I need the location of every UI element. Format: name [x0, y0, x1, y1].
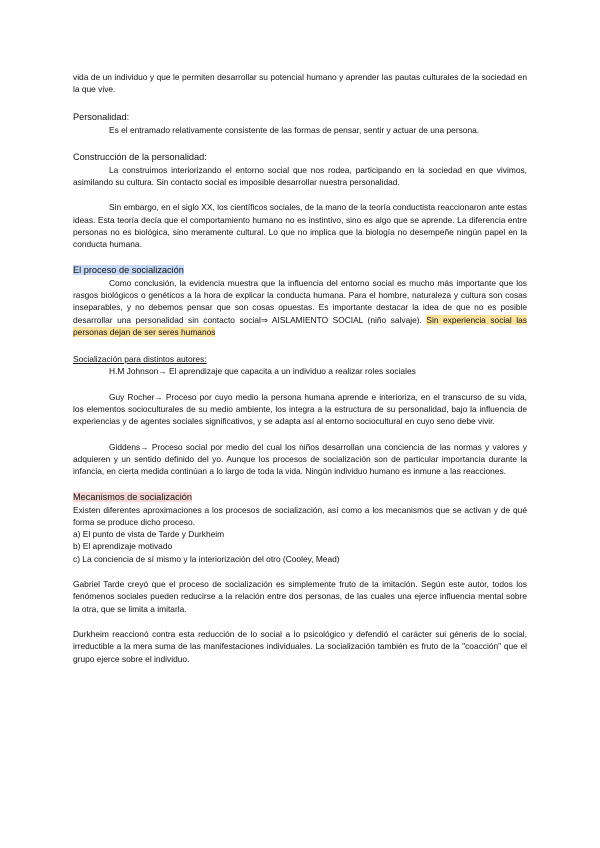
mecanismos-item-b: b) El aprendizaje motivado [73, 541, 173, 552]
autores-heading: Socialización para distintos autores: [73, 354, 207, 365]
mecanismos-heading: Mecanismos de socialización [73, 491, 192, 502]
johnson-definition: H.M Johnson→ El aprendizaje que capacita a un individuo a realizar roles sociales [109, 366, 416, 377]
proceso-paragraph [73, 277, 527, 338]
construccion-paragraph-1: La construimos interiorizando el entorno social que nos rodea, participando en la sociedad en que vivimos, asimilando su cultura. Sin contacto social es imposible desarrollar nuestra personalidad. [73, 164, 527, 188]
personalidad-heading: Personalidad: [73, 111, 130, 122]
proceso-text: Como conclusión, la evidencia muestra que la influencia del entorno social es mucho más importante que los rasgos biológicos o genéticos a la hora de explicar la conducta humana. Para el hombre, naturaleza y cultura son cosas inseparables, y no debemos pensar que son cosas opuestas. Es importante destacar la idea de que no es posible desarrollar una personalidad sin contacto social⇒ AISLAMIENTO SOCIAL (niño salvaje). [73, 277, 527, 325]
construccion-paragraph-2: Sin embargo, en el siglo XX, los científicos sociales, de la mano de la teoría conductista reaccionaron ante estas ideas. Esta teoría decía que el comportamiento humano no es instintivo, sino es algo que se aprende. La diferencia entre personas no es biológica, sino meramente cultural. Lo que no implica que la biología no desempeñe ningún papel en la conducta humana. [73, 202, 527, 250]
mecanismos-intro: Existen diferentes aproximaciones a los procesos de socialización, así como a los mecanismos que se activan y de qué forma se produce dicho proceso. [73, 504, 527, 527]
proceso-highlight: Sin experiencia social las personas dejan de ser seres humanos [73, 314, 527, 337]
giddens-definition: Giddens→ Proceso social por medio del cual los niños desarrollan una conciencia de las normas y valores y adquieren y un sentido definido del yo. Aunque los procesos de socialización son de particular importancia durante la infancia, en cierta medida continúan a lo largo de toda la vida. Ningún individuo humano es inmune a las reacciones. [73, 441, 527, 477]
personalidad-definition: Es el entramado relativamente consistente de las formas de pensar, sentir y actuar de una persona. [109, 124, 480, 135]
document-body [73, 71, 527, 665]
construccion-heading: Construcción de la personalidad: [73, 151, 207, 162]
mecanismos-item-c: c) La conciencia de sí mismo y la interiorización del otro (Cooley, Mead) [73, 553, 340, 564]
durkheim-paragraph: Durkheim reaccionó contra esta reducción de lo social a lo psicológico y defendió el carácter sui géneris de lo social, irreductible a la mera suma de las manifestaciones individuales. La socialización también es fruto de la "coacción" que el grupo ejerce sobre el individuo. [73, 628, 527, 664]
mecanismos-item-a: a) El punto de vista de Tarde y Durkheim [73, 529, 225, 540]
proceso-heading: El proceso de socialización [73, 264, 184, 275]
intro-paragraph: vida de un individuo y que le permiten desarrollar su potencial humano y aprender las pautas culturales de la sociedad en la que vive. [73, 72, 527, 95]
rocher-definition: Guy Rocher→ Proceso por cuyo medio la persona humana aprende e interioriza, en el transcurso de su vida, los elementos socioculturales de su medio ambiente, los integra a la estructura de su personalidad, bajo la influencia de experiencias y de agentes sociales significativos, y se adapta así al entorno sociocultural en cuyo seno debe vivir. [73, 391, 527, 427]
tarde-paragraph: Gabriel Tarde creyó que el proceso de socialización es simplemente fruto de la imitación. Según este autor, todos los fenómenos sociales pueden reducirse a la relación entre dos personas, de las cuales una ejerce influencia mental sobre la otra, que se limita a imitarla. [73, 579, 527, 614]
